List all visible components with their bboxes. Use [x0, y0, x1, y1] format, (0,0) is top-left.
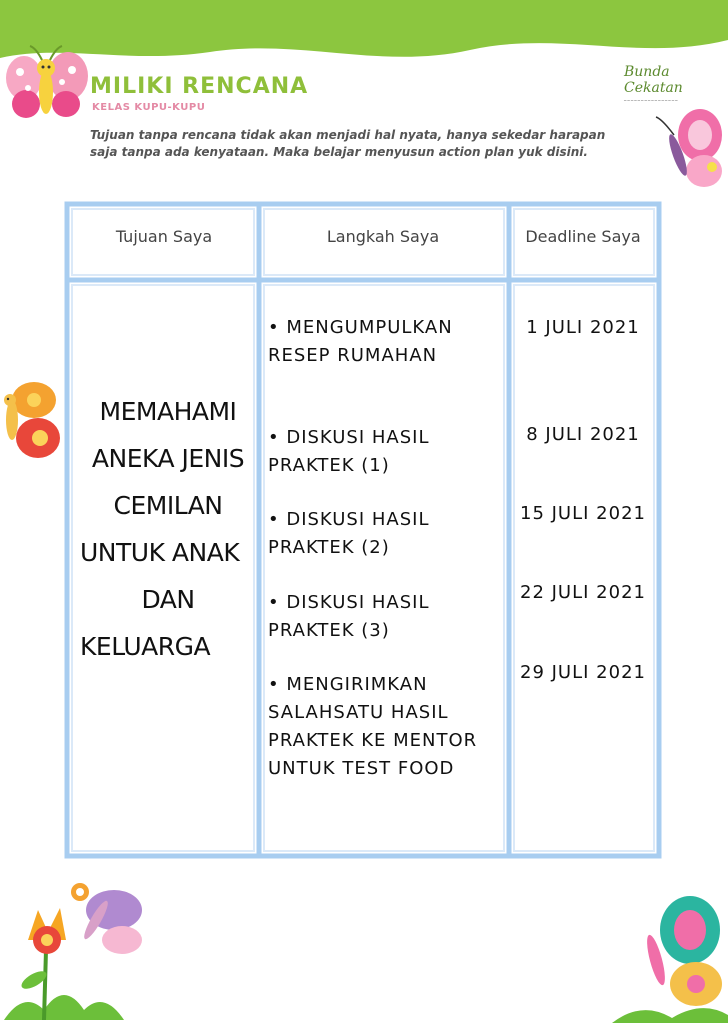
page-title: MILIKI RENCANA: [90, 74, 309, 99]
column-header-steps: Langkah Saya: [326, 227, 440, 246]
step-item: [268, 671, 504, 783]
step-line: RESEP RUMAHAN: [268, 345, 438, 366]
step-line: UNTUK TEST FOOD: [268, 758, 455, 779]
goal-text: [80, 388, 256, 670]
brand-name: Bunda Cekatan: [624, 64, 683, 96]
brand-logo: [624, 64, 724, 103]
step-line: • DISKUSI HASIL: [268, 427, 430, 448]
step-item: [268, 589, 504, 645]
goal-line: KELUARGA: [80, 632, 211, 661]
step-line: SALAHSATU HASIL: [268, 702, 449, 723]
step-line: • MENGUMPULKAN: [268, 317, 453, 338]
deadline-date: 1 JULI 2021: [526, 317, 640, 338]
deadline-date: 8 JULI 2021: [526, 424, 640, 445]
step-line: • DISKUSI HASIL: [268, 592, 430, 613]
step-line: PRAKTEK KE MENTOR: [268, 730, 478, 751]
deadline-date: 22 JULI 2021: [520, 582, 646, 603]
step-line: • DISKUSI HASIL: [268, 509, 430, 530]
butterfly-logo-icon: [2, 42, 94, 124]
intro-line-1: Tujuan tanpa rencana tidak akan menjadi hal nyata, hanya sekedar harapan: [90, 128, 606, 142]
step-item: [268, 314, 504, 370]
column-header-deadline: Deadline Saya: [525, 227, 641, 246]
step-line: PRAKTEK (2): [268, 537, 390, 558]
brand-tagline-mark: ━━━━━━━━━━━━━━━━: [624, 98, 679, 103]
intro-text: [90, 127, 610, 161]
teal-butterfly-icon: [612, 890, 728, 1023]
goal-line: CEMILAN: [113, 491, 223, 520]
step-line: PRAKTEK (3): [268, 620, 390, 641]
step-item: [268, 506, 504, 562]
goal-line: ANEKA JENIS: [91, 444, 245, 473]
column-header-goal: Tujuan Saya: [115, 227, 213, 246]
orange-butterfly-icon: [0, 378, 66, 464]
step-line: PRAKTEK (1): [268, 455, 390, 476]
step-line: • MENGIRIMKAN: [268, 674, 428, 695]
goal-line: MEMAHAMI: [99, 397, 237, 426]
flowers-butterfly-icon: [4, 870, 154, 1020]
deadline-date: 15 JULI 2021: [520, 503, 646, 524]
pink-butterfly-icon: [652, 105, 728, 195]
goal-line: UNTUK ANAK: [80, 538, 240, 567]
intro-line-2: saja tanpa ada kenyataan. Maka belajar menyusun action plan yuk disini.: [90, 145, 588, 159]
goal-line: DAN: [141, 585, 195, 614]
top-green-wave: [0, 0, 728, 70]
page-subtitle: KELAS KUPU-KUPU: [92, 102, 206, 113]
step-item: [268, 424, 504, 480]
deadline-date: 29 JULI 2021: [520, 662, 646, 683]
